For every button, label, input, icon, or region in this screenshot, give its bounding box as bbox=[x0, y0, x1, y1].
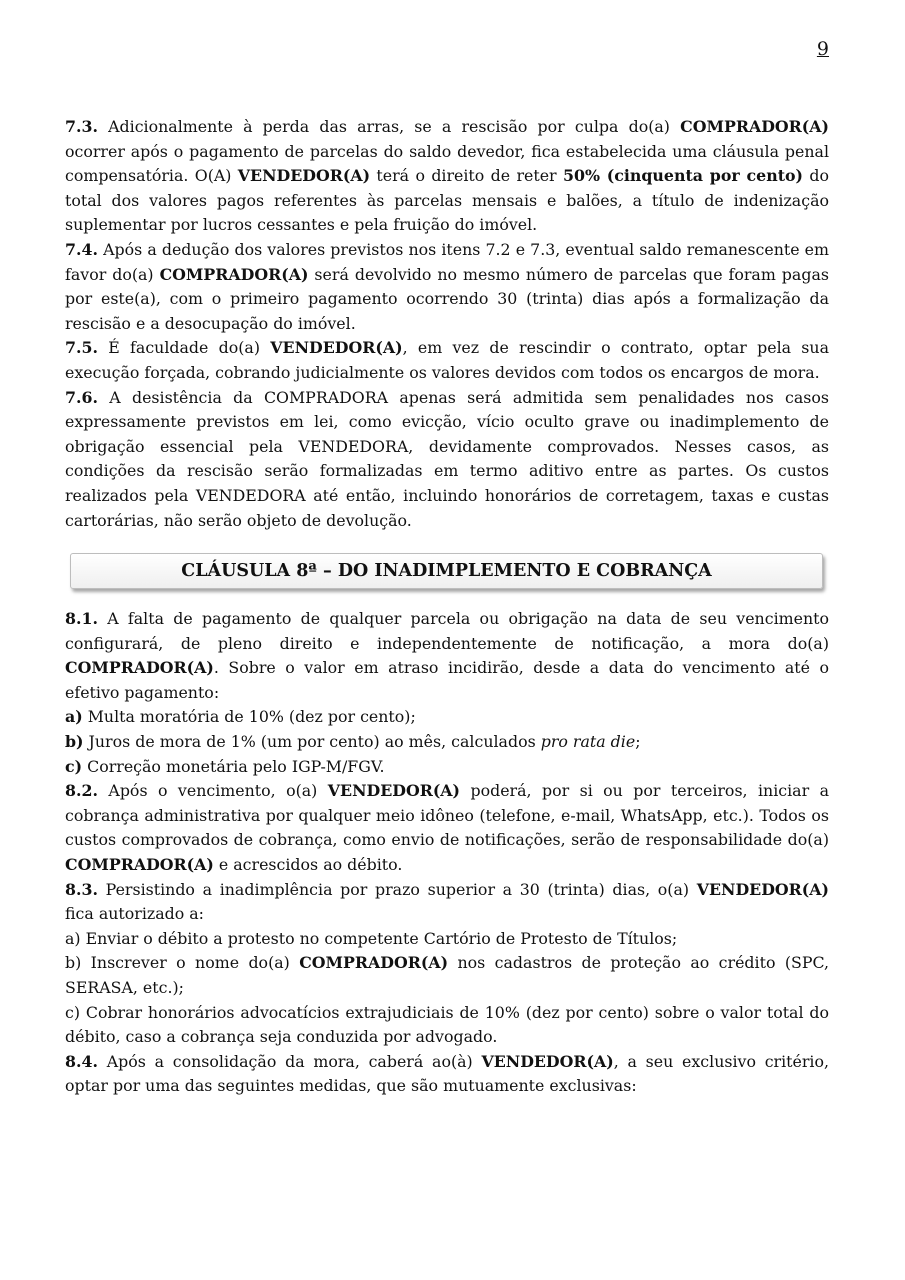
clause-paragraph-p8-3b bbox=[65, 951, 829, 1000]
bold-text: COMPRADOR(A) bbox=[299, 953, 449, 973]
text-run: terá o direito de reter bbox=[370, 166, 563, 186]
text-run: A falta de pagamento de qualquer parcela ou obrigação na data de seu vencimento configurará, de pleno direito e independentemente de notificação, a mora do(a) bbox=[65, 609, 829, 653]
text-run: e acrescidos ao débito. bbox=[213, 855, 403, 875]
clause-paragraph-p8-3 bbox=[65, 878, 829, 927]
text-run: nos cadastros de proteção ao crédito (SPC, SERASA, etc.); bbox=[65, 953, 829, 997]
bold-text: COMPRADOR(A) bbox=[65, 658, 214, 678]
clause-paragraph-p8-3c bbox=[65, 1001, 829, 1050]
bold-text: VENDEDOR(A) bbox=[696, 879, 829, 899]
section-8 bbox=[65, 607, 829, 1099]
text-run: Juros de mora de 1% (um por cento) ao mês, calculados bbox=[83, 732, 541, 752]
bold-text: VENDEDOR(A) bbox=[481, 1051, 614, 1071]
clause-paragraph-p7-3 bbox=[65, 115, 829, 238]
clause-paragraph-p8-1b bbox=[65, 730, 829, 755]
text-run: É faculdade do(a) bbox=[97, 338, 271, 358]
bold-text: a) bbox=[65, 707, 83, 727]
clause-paragraph-p8-1c bbox=[65, 755, 829, 780]
bold-text: 8.2. bbox=[65, 781, 98, 801]
bold-text: COMPRADOR(A) bbox=[65, 855, 214, 875]
bold-text: VENDEDOR(A) bbox=[270, 338, 403, 358]
clause-paragraph-p7-6 bbox=[65, 386, 829, 534]
text-run: , em vez de rescindir o contrato, optar pela sua execução forçada, cobrando judicialmente os valores devidos com todos os encargos de mora. bbox=[65, 338, 830, 382]
text-run: fica autorizado a: bbox=[65, 904, 205, 924]
clause-paragraph-p7-5 bbox=[65, 336, 829, 385]
text-run: b) Inscrever o nome do(a) bbox=[65, 953, 300, 973]
bold-text: c) bbox=[65, 756, 83, 776]
clause-paragraph-p8-3a bbox=[65, 927, 829, 952]
clause-8-title: CLÁUSULA 8ª – DO INADIMPLEMENTO E COBRANÇA bbox=[181, 560, 712, 581]
text-run: Após a dedução dos valores previstos nos itens 7.2 e 7.3, eventual saldo remanescente em favor do(a) bbox=[65, 239, 829, 284]
bold-text: 7.6. bbox=[65, 387, 98, 407]
bold-text: 7.4. bbox=[65, 239, 98, 259]
text-run: poderá, por si ou por terceiros, iniciar a cobrança administrativa por qualquer meio idôneo (telefone, e-mail, WhatsApp, etc.). Todos os custos comprovados de cobrança, como envio de notificações, serão de responsabilidade do(a) bbox=[65, 781, 829, 850]
bold-text: 50% (cinquenta por cento) bbox=[562, 166, 804, 186]
text-run: Adicionalmente à perda das arras, se a rescisão por culpa do(a) bbox=[97, 117, 681, 136]
bold-text: VENDEDOR(A) bbox=[237, 166, 371, 186]
bold-text: COMPRADOR(A) bbox=[680, 117, 829, 136]
clause-paragraph-p8-1a bbox=[65, 705, 829, 730]
text-run: c) Cobrar honorários advocatícios extrajudiciais de 10% (dez por cento) sobre o valor total do débito, caso a cobrança seja conduzida por advogado. bbox=[65, 1002, 829, 1047]
clause-8-header bbox=[70, 553, 823, 589]
bold-text: 7.3. bbox=[65, 117, 98, 136]
text-run: do total dos valores pagos referentes às parcelas mensais e balões, a título de indenização suplementar por lucros cessantes e pela fruição do imóvel. bbox=[65, 166, 829, 235]
text-run: Após o vencimento, o(a) bbox=[97, 781, 328, 801]
text-run: Correção monetária pelo IGP-M/FGV. bbox=[82, 756, 385, 776]
text-run: a) Enviar o débito a protesto no competente Cartório de Protesto de Títulos; bbox=[65, 928, 678, 948]
text-run: . Sobre o valor em atraso incidirão, desde a data do vencimento até o efetivo pagamento: bbox=[65, 658, 829, 702]
page-number: 9 bbox=[816, 38, 829, 60]
text-run: A desistência da COMPRADORA apenas será admitida sem penalidades nos casos expressamente previstos em lei, como evicção, vício oculto grave ou inadimplemento de obrigação essencial pela VENDEDORA, devidamente comprovados. Nesses casos, as condições da rescisão serão formalizadas em termo aditivo entre as partes. Os custos realizados pela VENDEDORA até então, incluindo honorários de corretagem, taxas e custas cartorárias, não serão objeto de devolução. bbox=[65, 387, 829, 530]
text-run: ; bbox=[635, 732, 641, 752]
text-run: ocorrer após o pagamento de parcelas do saldo devedor, fica estabelecida uma cláusula penal compensatória. O(A) bbox=[65, 141, 829, 186]
text-run: Multa moratória de 10% (dez por cento); bbox=[82, 707, 416, 727]
text-run: Após a consolidação da mora, caberá ao(à) bbox=[97, 1051, 482, 1071]
bold-text: 8.4. bbox=[65, 1051, 98, 1071]
clause-paragraph-p7-4 bbox=[65, 238, 829, 336]
bold-text: 8.3. bbox=[65, 879, 98, 899]
text-run: será devolvido no mesmo número de parcelas que foram pagas por este(a), com o primeiro pagamento ocorrendo 30 (trinta) dias após a formalização da rescisão e a desocupação do imóvel. bbox=[65, 264, 829, 333]
clause-paragraph-p8-2 bbox=[65, 779, 829, 877]
bold-text: b) bbox=[65, 732, 84, 752]
italic-text: pro rata die bbox=[540, 732, 636, 752]
text-run: Persistindo a inadimplência por prazo superior a 30 (trinta) dias, o(a) bbox=[97, 879, 697, 899]
document-body bbox=[65, 115, 829, 1099]
section-7 bbox=[65, 115, 829, 533]
clause-paragraph-p8-4 bbox=[65, 1050, 829, 1099]
text-run: , a seu exclusivo critério, optar por uma das seguintes medidas, que são mutuamente exclusivas: bbox=[65, 1051, 829, 1096]
bold-text: VENDEDOR(A) bbox=[327, 781, 461, 801]
bold-text: 7.5. bbox=[65, 338, 98, 358]
bold-text: 8.1. bbox=[65, 609, 98, 629]
clause-paragraph-p8-1 bbox=[65, 607, 829, 705]
bold-text: COMPRADOR(A) bbox=[159, 264, 309, 284]
